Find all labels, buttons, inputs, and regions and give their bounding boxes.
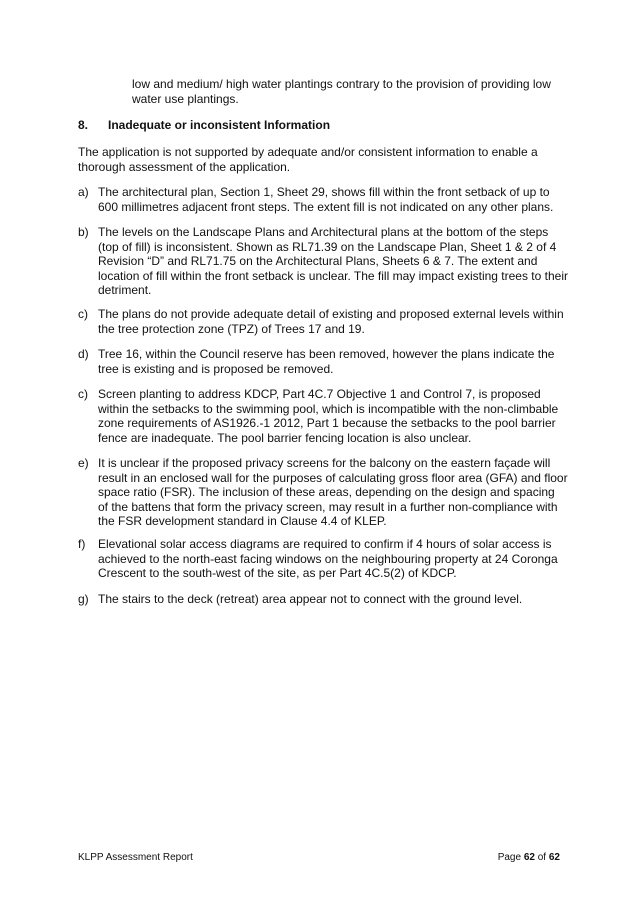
section-heading — [78, 118, 330, 133]
list-item-text: Tree 16, within the Council reserve has been removed, however the plans indicate the tree is existing and is proposed be removed. — [98, 347, 555, 376]
list-item-text: Elevational solar access diagrams are required to confirm if 4 hours of solar access is achieved to the north-east facing windows on the neighbouring property at 24 Coronga Crescent to the south-west of the site, as per Part 4C.5(2) of KDCP. — [98, 537, 558, 581]
list-item-letter: b) — [78, 225, 89, 239]
list-item-letter: d) — [78, 347, 89, 361]
list-item-letter: c) — [78, 387, 88, 401]
list-item-letter: a) — [78, 185, 89, 199]
list-item-text: The plans do not provide adequate detail of existing and proposed external levels within the tree protection zone (TPZ) of Trees 17 and 19. — [98, 307, 564, 336]
list-item-letter: g) — [78, 592, 89, 606]
section-number: 8. — [78, 118, 89, 132]
footer-page-current: 62 — [523, 852, 535, 863]
list-item-text: Screen planting to address KDCP, Part 4C.7 Objective 1 and Control 7, is proposed within the setbacks to the swimming pool, which is incompatible with the non-climbable zone requirements of AS1926.-1 2012, Part 1 because the setbacks to the pool barrier fence are inadequate. The pool barrier fencing location is also unclear. — [98, 387, 559, 445]
list-item-letter: e) — [78, 456, 89, 470]
list-item-text: The stairs to the deck (retreat) area appear not to connect with the ground level. — [98, 592, 523, 606]
list-item — [78, 347, 568, 376]
footer-page-number — [498, 852, 560, 864]
list-item-text: The levels on the Landscape Plans and Architectural plans at the bottom of the steps (top of fill) is inconsistent. Shown as RL71.39 on the Landscape Plan, Sheet 1 & 2 of 4 Revision “D” and RL71.75 on the Architectural Plans, Sheets 6 & 7. The extent and location of fill within the front setback is unclear. The fill may impact existing trees to their detriment. — [98, 225, 568, 298]
list-item — [78, 225, 568, 298]
footer-page-of: of — [534, 852, 549, 863]
section-title: Inadequate or inconsistent Information — [108, 118, 331, 132]
list-item — [78, 592, 568, 607]
footer-report-title: KLPP Assessment Report — [78, 852, 193, 863]
footer-page-prefix: Page — [497, 852, 524, 863]
list-item-letter: c) — [78, 307, 88, 321]
list-item — [78, 185, 568, 214]
list-item-text: It is unclear if the proposed privacy screens for the balcony on the eastern façade will result in an enclosed wall for the purposes of calculating gross floor area (GFA) and floor space ratio (FSR). The inclusion of these areas, depending on the design and spacing of the battens that form the privacy screen, may result in a further non-compliance with the FSR development standard in Clause 4.4 of KLEP. — [98, 456, 568, 529]
continuation-paragraph: low and medium/ high water plantings contrary to the provision of providing low water use plantings. — [132, 77, 551, 106]
list-item — [78, 456, 568, 529]
list-item-letter: f) — [78, 537, 86, 551]
list-item — [78, 387, 568, 445]
intro-paragraph: The application is not supported by adequate and/or consistent information to enable a thorough assessment of the application. — [78, 145, 538, 174]
footer-page-total: 62 — [548, 852, 560, 863]
list-item-text: The architectural plan, Section 1, Sheet 29, shows fill within the front setback of up to 600 millimetres adjacent front steps. The extent fill is not indicated on any other plans. — [98, 185, 554, 214]
list-item — [78, 307, 568, 336]
list-item — [78, 537, 568, 581]
